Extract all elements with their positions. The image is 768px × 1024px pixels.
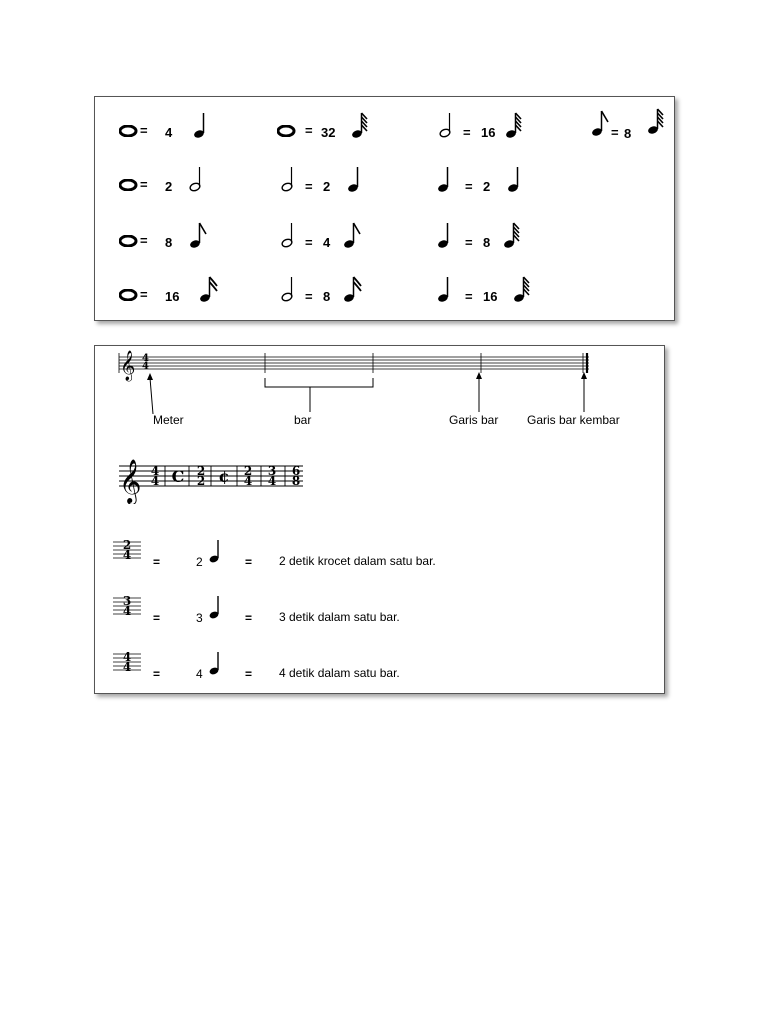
example-time-signature <box>119 540 135 560</box>
meter-arrow-line <box>150 378 153 414</box>
time-signature-6-8 <box>289 466 303 486</box>
time-signature-bottom: 8 <box>291 474 301 488</box>
note-count: 4 <box>165 125 173 140</box>
beat-count: 2 <box>196 555 203 569</box>
meter-description: 3 detik dalam satu bar. <box>279 610 400 624</box>
equals-sign: = <box>305 235 313 250</box>
double-bar-line-arrowhead <box>581 372 587 379</box>
whole-note-icon <box>119 125 139 137</box>
time-signature-bottom: 4 <box>150 474 160 488</box>
equals-sign: = <box>245 611 253 625</box>
note-equation <box>119 165 229 205</box>
note-count: 16 <box>165 289 180 304</box>
eighth-note-icon <box>343 221 361 249</box>
treble-clef-icon: 𝄞 <box>119 459 142 503</box>
equals-sign: = <box>611 125 619 140</box>
note-equation <box>277 111 387 151</box>
sixteenth-note-icon <box>199 275 219 303</box>
half-note-icon <box>439 111 455 139</box>
quarter-note-icon <box>209 650 223 676</box>
thirty-second-note-icon <box>351 111 369 139</box>
note-equation <box>437 165 547 205</box>
note-count: 16 <box>481 125 496 140</box>
time-signature-2-4 <box>241 466 255 486</box>
equals-sign: = <box>140 123 148 138</box>
equals-sign: = <box>140 233 148 248</box>
quarter-note-icon <box>209 538 223 564</box>
whole-note-icon <box>119 179 139 191</box>
equals-sign: = <box>305 179 313 194</box>
thirty-second-note-icon <box>647 107 665 135</box>
staff-time-signature <box>142 355 149 371</box>
equals-sign: = <box>465 289 473 304</box>
thirty-second-note-icon <box>505 111 523 139</box>
meter-label: Meter <box>153 413 184 427</box>
whole-note-icon <box>277 125 297 137</box>
equals-sign: = <box>465 179 473 194</box>
time-signature-bottom: 4 <box>267 474 277 488</box>
time-signature-4-4 <box>148 466 162 486</box>
beat-count: 3 <box>196 611 203 625</box>
note-equation <box>437 221 547 261</box>
equals-sign: = <box>245 667 253 681</box>
note-count: 8 <box>165 235 173 250</box>
equals-sign: = <box>305 123 313 138</box>
eighth-note-icon <box>189 221 207 249</box>
sixteenth-note-icon <box>343 275 363 303</box>
whole-note-icon <box>119 235 139 247</box>
note-count: 2 <box>323 179 331 194</box>
half-note-icon <box>281 165 297 193</box>
time-signature-top: 2 <box>243 464 253 478</box>
equals-sign: = <box>463 125 471 140</box>
note-count: 2 <box>483 179 491 194</box>
quarter-note-icon <box>437 275 453 303</box>
equals-sign: = <box>153 555 161 569</box>
treble-clef-icon: 𝄞 <box>120 351 136 381</box>
time-signature-2-2 <box>194 466 208 486</box>
time-signature-bottom: 4 <box>243 474 253 488</box>
quarter-note-icon <box>209 594 223 620</box>
eighth-note-icon <box>591 109 609 137</box>
half-note-icon <box>281 275 297 303</box>
time-signature-bottom: 2 <box>196 474 206 488</box>
example-time-signature <box>119 596 135 616</box>
half-note-icon <box>189 165 205 193</box>
time-signature-bottom: 4 <box>122 660 132 674</box>
quarter-note-icon <box>347 165 363 193</box>
note-equation <box>281 275 391 315</box>
bar-line-arrowhead <box>476 372 482 379</box>
quarter-note-icon <box>193 111 209 139</box>
double-bar-line-label: Garis bar kembar <box>527 413 620 427</box>
quarter-note-icon <box>507 165 523 193</box>
note-count: 32 <box>321 125 336 140</box>
meter-arrowhead <box>147 373 153 380</box>
note-equation <box>119 111 229 151</box>
bar-bracket <box>265 378 373 387</box>
time-signature-top: 2 <box>196 464 206 478</box>
quarter-note-icon <box>437 165 453 193</box>
time-signature-top: 6 <box>291 464 301 478</box>
equals-sign: = <box>153 667 161 681</box>
note-values-panel <box>94 96 675 321</box>
equals-sign: = <box>465 235 473 250</box>
example-time-signature <box>119 652 135 672</box>
note-count: 8 <box>624 126 632 141</box>
beat-count: 4 <box>196 667 203 681</box>
note-equation <box>439 111 549 151</box>
note-equation <box>591 107 671 147</box>
meter-description: 4 detik dalam satu bar. <box>279 666 400 680</box>
equals-sign: = <box>245 555 253 569</box>
thirty-second-note-icon <box>503 221 521 249</box>
note-equation <box>119 221 229 261</box>
cut-time-symbol: ¢ <box>218 467 230 486</box>
note-equation <box>119 275 239 315</box>
time-signature-bottom: 4 <box>122 604 132 618</box>
meter-description: 2 detik krocet dalam satu bar. <box>279 554 436 568</box>
time-signature-top: 4 <box>142 353 149 364</box>
time-signature-top: 3 <box>267 464 277 478</box>
thirty-second-note-icon <box>513 275 531 303</box>
time-signature-top: 3 <box>122 594 132 608</box>
note-equation <box>281 165 391 205</box>
meter-panel <box>94 345 665 694</box>
note-equation <box>437 275 547 315</box>
half-note-icon <box>281 221 297 249</box>
bar-line-label: Garis bar <box>449 413 499 427</box>
time-signature-top: 4 <box>150 464 160 478</box>
equals-sign: = <box>140 177 148 192</box>
common-time-symbol: C <box>171 467 185 486</box>
note-count: 4 <box>323 235 331 250</box>
note-count: 2 <box>165 179 173 194</box>
time-signature-bottom: 4 <box>142 361 149 372</box>
quarter-note-icon <box>437 221 453 249</box>
note-count: 8 <box>323 289 331 304</box>
equals-sign: = <box>305 289 313 304</box>
time-signature-top: 4 <box>122 650 132 664</box>
note-count: 8 <box>483 235 491 250</box>
time-signature-bottom: 4 <box>122 548 132 562</box>
note-count: 16 <box>483 289 498 304</box>
note-equation <box>281 221 391 261</box>
whole-note-icon <box>119 289 139 301</box>
equals-sign: = <box>140 287 148 302</box>
bar-label: bar <box>294 413 312 427</box>
equals-sign: = <box>153 611 161 625</box>
time-signature-top: 2 <box>122 538 132 552</box>
time-signature-3-4 <box>265 466 279 486</box>
